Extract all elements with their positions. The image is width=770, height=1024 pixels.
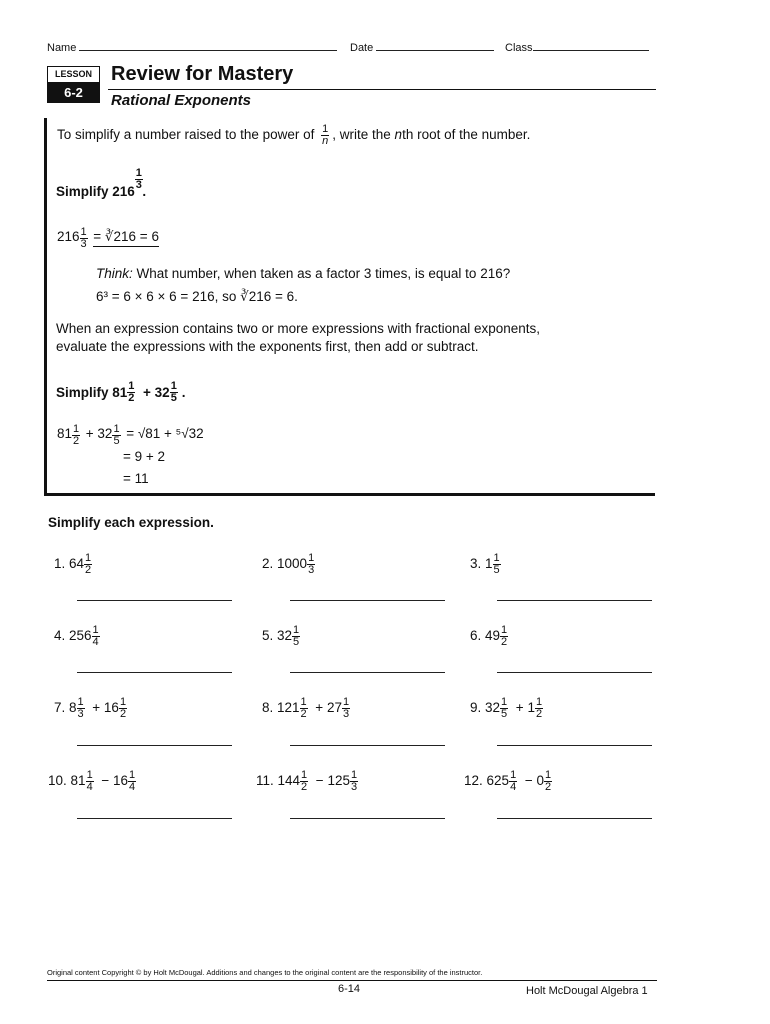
exercise-3: 3. 1 1 5 — [470, 552, 500, 576]
exercise-12: 12. 625 1 4 − 0 1 2 — [464, 769, 552, 793]
exercise-number: 8. — [262, 700, 278, 715]
box-left-border — [44, 118, 47, 496]
example2-label-text: Simplify 81 — [56, 385, 128, 400]
exercise-base: 144 — [277, 773, 301, 788]
example2-step2: = 9 + 2 — [123, 449, 166, 464]
think-label: Think: — [96, 266, 133, 281]
exercise-number: 12. — [464, 773, 487, 788]
name-label: Name — [47, 42, 77, 54]
exercise-base: 49 — [485, 628, 501, 643]
answer-line-11[interactable] — [290, 818, 445, 819]
answer-line-6[interactable] — [497, 672, 652, 673]
lesson-number: 6-2 — [47, 83, 100, 103]
exercise-4: 4. 256 1 4 — [54, 624, 99, 648]
exercise-number: 2. — [262, 556, 278, 571]
exercise-base: 1 — [485, 556, 493, 571]
date-label-row — [350, 42, 494, 54]
exercise-base: 121 — [277, 700, 300, 715]
exercise-11: 11. 144 1 2 − 125 1 3 — [256, 769, 358, 793]
para2-line2: evaluate the expressions with the exponents first, then add or subtract. — [56, 339, 479, 354]
name-label-row — [47, 42, 337, 54]
intro-fraction — [321, 124, 329, 147]
book-title: Holt McDougal Algebra 1 — [526, 985, 648, 997]
page-title: Review for Mastery — [111, 63, 294, 85]
example2-step3: = 11 — [123, 471, 149, 486]
exercise-number: 1. — [54, 556, 70, 571]
intro-text — [57, 124, 530, 147]
exercise-base: 1000 — [277, 556, 308, 571]
answer-line-3[interactable] — [497, 600, 652, 601]
example1-base: 216 — [57, 229, 80, 244]
example1-work: 216 1 3 = ∛216 = 6 — [57, 226, 159, 250]
think-text: What number, when taken as a factor 3 times, is equal to 216? — [132, 266, 511, 281]
example2-step1: 81 1 2 + 32 1 5 = √81 + ⁵√32 — [57, 423, 204, 447]
intro-pre: To simplify a number raised to the power of — [57, 127, 315, 143]
copyright-text: Original content Copyright © by Holt McDougal. Additions and changes to the original content are the responsibility of the instructor. — [47, 968, 483, 977]
exercise-base: 256 — [69, 628, 92, 643]
answer-line-2[interactable] — [290, 600, 445, 601]
exercise-5: 5. 32 1 5 — [262, 624, 300, 648]
footer-rule — [47, 980, 657, 981]
exercise-base: 625 — [486, 773, 510, 788]
answer-line-9[interactable] — [497, 745, 652, 746]
exercise-9: 9. 32 1 5 + 1 1 2 — [470, 696, 543, 720]
exercise-number: 4. — [54, 628, 70, 643]
exercise-operator: − — [97, 773, 113, 788]
think-calc: 6³ = 6 × 6 × 6 = 216, so ∛216 = 6. — [96, 289, 298, 304]
exercise-operator: + — [512, 700, 528, 715]
exercise-base: 32 — [277, 628, 293, 643]
answer-line-12[interactable] — [497, 818, 652, 819]
exercise-8: 8. 121 1 2 + 27 1 3 — [262, 696, 350, 720]
name-field[interactable] — [79, 50, 337, 51]
answer-line-4[interactable] — [77, 672, 232, 673]
intro-post-n: n — [394, 127, 403, 143]
answer-line-5[interactable] — [290, 672, 445, 673]
intro-frac-num: 1 — [322, 123, 329, 135]
exercise-number: 9. — [470, 700, 486, 715]
date-label: Date — [350, 42, 374, 54]
exercise-base: 125 — [327, 773, 350, 788]
para2-line1: When an expression contains two or more expressions with fractional exponents, — [56, 321, 540, 336]
exercise-number: 11. — [256, 773, 278, 788]
exercise-base: 81 — [70, 773, 86, 788]
example1-exponent — [135, 167, 143, 199]
example2-base2: + 32 — [82, 426, 113, 441]
class-field[interactable] — [533, 50, 649, 51]
exercise-operator: + — [88, 700, 104, 715]
answer-line-1[interactable] — [77, 600, 232, 601]
lesson-badge-label: LESSON — [47, 66, 100, 83]
example2-roots: = √81 + ⁵√32 — [122, 426, 204, 441]
example1-result: = ∛216 = 6 — [93, 229, 159, 247]
intro-frac-den: n — [322, 135, 329, 147]
exercise-number: 6. — [470, 628, 486, 643]
exercise-base: 64 — [69, 556, 85, 571]
exercise-number: 5. — [262, 628, 278, 643]
box-bottom-border — [44, 493, 655, 496]
exercise-7: 7. 8 1 3 + 16 1 2 — [54, 696, 127, 720]
exercise-base: 0 — [536, 773, 544, 788]
exercise-1: 1. 64 1 2 — [54, 552, 92, 576]
page-number: 6-14 — [338, 983, 361, 995]
answer-line-8[interactable] — [290, 745, 445, 746]
class-label-row — [505, 42, 649, 54]
intro-post-a: , write the — [332, 127, 395, 143]
date-field[interactable] — [376, 50, 494, 51]
answer-line-7[interactable] — [77, 745, 232, 746]
exercise-base: 16 — [103, 700, 119, 715]
think-line — [96, 266, 510, 281]
example1-label-text: Simplify 216 — [56, 184, 135, 199]
example2-plus: + 32 — [139, 385, 170, 400]
exercise-10: 10. 81 1 4 − 16 1 4 — [48, 769, 136, 793]
exercise-operator: − — [312, 773, 328, 788]
example1-label: Simplify 216 $\frac{1}{3}$ . — [56, 167, 147, 199]
exercise-base: 1 — [527, 700, 535, 715]
title-rule — [108, 89, 656, 90]
example2-label: Simplify 81 1 2 + 32 1 5 . — [56, 380, 186, 404]
example1-exp-num: 1 — [135, 167, 142, 179]
class-label: Class — [505, 42, 533, 54]
example1-exp-den: 3 — [135, 179, 142, 191]
exercise-operator: + — [311, 700, 327, 715]
exercise-number: 7. — [54, 700, 70, 715]
exercise-base: 27 — [326, 700, 342, 715]
exercise-6: 6. 49 1 2 — [470, 624, 508, 648]
page-subtitle: Rational Exponents — [111, 92, 252, 109]
exercise-operator: − — [521, 773, 537, 788]
intro-post-b: th root of the number. — [402, 127, 531, 143]
exercise-number: 10. — [48, 773, 71, 788]
exercise-base: 16 — [112, 773, 128, 788]
exercise-2: 2. 1000 1 3 — [262, 552, 315, 576]
exercise-base: 8 — [69, 700, 77, 715]
exercises-heading: Simplify each expression. — [48, 515, 214, 530]
answer-line-10[interactable] — [77, 818, 232, 819]
exercise-base: 32 — [485, 700, 501, 715]
lesson-badge — [47, 66, 100, 103]
example2-base1: 81 — [57, 426, 73, 441]
exercise-number: 3. — [470, 556, 486, 571]
